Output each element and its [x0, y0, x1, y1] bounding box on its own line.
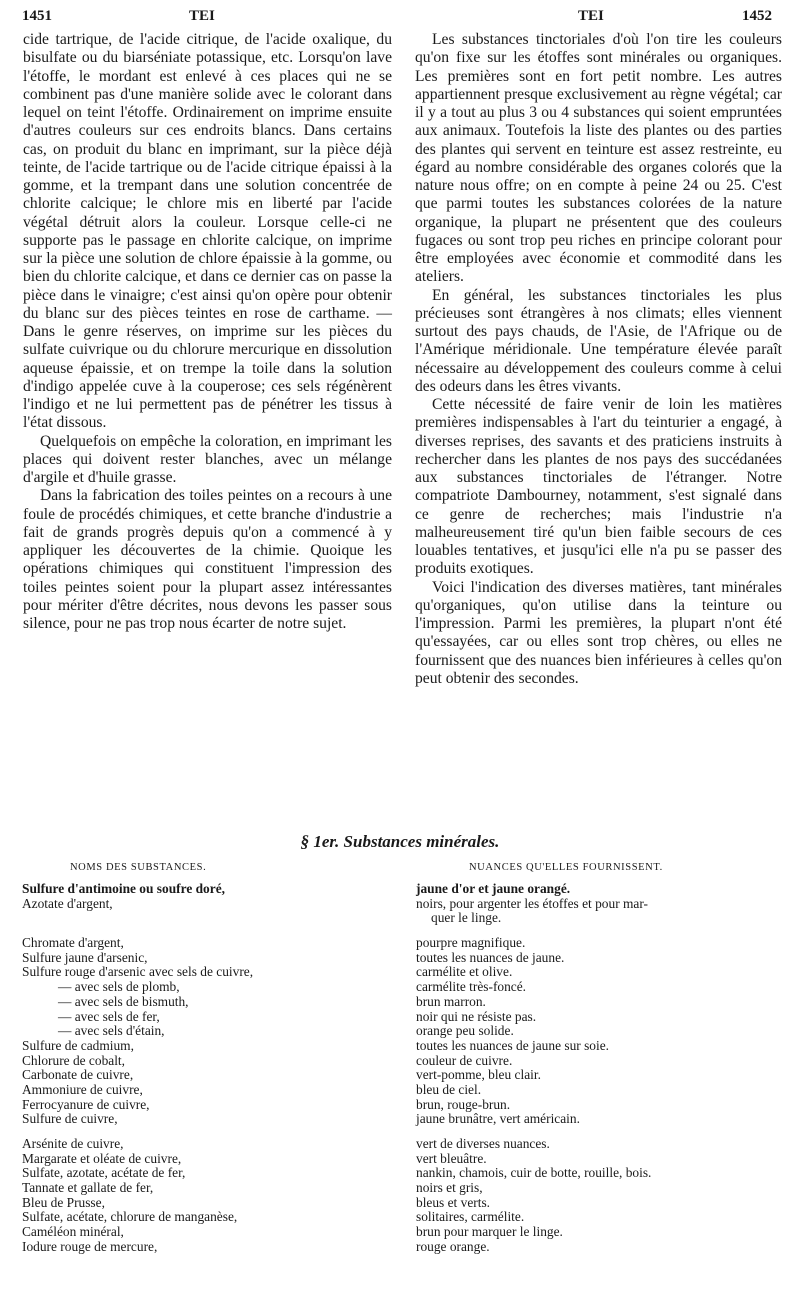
- left-column-number: 1451: [22, 8, 52, 24]
- substance-name: Azotate d'argent,: [22, 895, 113, 911]
- table-row: [0, 1224, 800, 1239]
- nuance-value: jaune brunâtre, vert américain.: [416, 1111, 580, 1127]
- substance-name: Iodure rouge de mercure,: [22, 1238, 158, 1254]
- table-row: [0, 896, 800, 911]
- table-row: [0, 994, 800, 1009]
- nuance-value: bleu de ciel.: [416, 1081, 482, 1097]
- table-row: [0, 979, 800, 994]
- right-column-number: 1452: [742, 8, 772, 24]
- paragraph: Dans la fabrication des toiles peintes on a recours à une foule de procédés chimiques, et cette branche d'industrie a fait de grands progrès depuis qu'on a commencé à y appliquer les découvertes de la chimie. Quoique les opérations chimiques qui constituent l'impression des toiles peintes soient pour la plupart assez intéressantes pour mériter d'être décrites, nous devons les passer sous silence, pour ne pas trop nous écarter de notre sujet.: [23, 487, 392, 632]
- nuance-value: bleus et verts.: [416, 1194, 491, 1210]
- nuance-value: vert-pomme, bleu clair.: [416, 1067, 541, 1083]
- substance-name: Carbonate de cuivre,: [22, 1067, 134, 1083]
- nuance-value: vert bleuâtre.: [416, 1150, 487, 1166]
- substance-name: — avec sels de plomb,: [58, 979, 180, 995]
- table-row: [0, 910, 800, 925]
- nuance-value: noirs, pour argenter les étoffes et pour mar-: [416, 895, 649, 911]
- nuance-value: toutes les nuances de jaune sur soie.: [416, 1037, 609, 1053]
- row-spacer: [0, 925, 800, 935]
- table-row: [0, 1209, 800, 1224]
- table-column-header-nuances: NUANCES QU'ELLES FOURNISSENT.: [469, 862, 663, 873]
- substance-name: Sulfate, azotate, acétate de fer,: [22, 1165, 186, 1181]
- table-row: [0, 1023, 800, 1038]
- left-text-column: [23, 31, 392, 633]
- nuance-value: pourpre magnifique.: [416, 935, 526, 951]
- table-row: [0, 1151, 800, 1166]
- table-row: [0, 1195, 800, 1210]
- table-row: [0, 1239, 800, 1254]
- nuance-value: orange peu solide.: [416, 1023, 514, 1039]
- right-running-title: TEI: [578, 8, 604, 24]
- paragraph: Les substances tinctoriales d'où l'on tire les couleurs qu'on fixe sur les étoffes sont minérales ou organiques. Les premières sont en fort petit nombre. Les autres appartiennent presque exclusivement au règne végétal; car il y a tout au plus 3 ou 4 substances qui soient empruntées aux animaux. Toutefois la liste des plantes ou des parties des plantes qui servent en teinture est assez restreinte, eu égard au nombre considérable des organes colorés que la nature nous offre; on en compte à peine 24 ou 25. C'est que parmi toutes les substances colorées de la nature organique, la plupart ne présentent que des couleurs fugaces ou sont trop peu riches en principe colorant pour être employées avec économie et commodité dans les ateliers.: [415, 31, 782, 286]
- substance-name: Arsénite de cuivre,: [22, 1136, 124, 1151]
- table-row: [0, 881, 800, 896]
- substance-name: Bleu de Prusse,: [22, 1194, 105, 1210]
- nuance-value: couleur de cuivre.: [416, 1052, 513, 1068]
- nuance-value: noirs et gris,: [416, 1180, 483, 1196]
- substance-name: Chromate d'argent,: [22, 935, 124, 951]
- substance-name: Sulfure rouge d'arsenic avec sels de cuivre,: [22, 964, 254, 980]
- table-row: [0, 1082, 800, 1097]
- paragraph: Cette nécessité de faire venir de loin les matières premières indispensables à l'art du teinturier a engagé, à diverses reprises, des savants et des praticiens instruits à rechercher dans les plantes de nos pays des succédanées aux substances tinctoriales de l'étranger. Notre compatriote Dambourney, notamment, s'est signalé dans ce genre de recherches; mais l'industrie n'a malheureusement tiré qu'un bien faible secours de ces louables tentatives, et jusqu'ici elle n'a pu se passer des produits exotiques.: [415, 396, 782, 578]
- substance-name: — avec sels de bismuth,: [58, 993, 189, 1009]
- page-header: [0, 6, 800, 30]
- paragraph: cide tartrique, de l'acide citrique, de l'acide oxalique, du bisulfate ou du biarséniate potassique, etc. Lorsqu'on lave l'étoffe, le mordant est enlevé à ces places qui ne se combinent pas d'une manière solide avec le colorant dans lequel on teint l'étoffe. Ordinairement on imprime ensuite d'autres couleurs sur ces endroits blancs. Dans certains cas, on produit du blanc en imprimant, sur la pièce déjà teinte, de l'acide tartrique ou de l'acide citrique épaissi à la gomme, et la trempant dans une solution concentrée de chlorite calcique; le chlore mis en liberté par l'acide végétal détruit alors la couleur. Lorsque celle-ci ne supporte pas le passage en chlorite calcique, on imprime sur la pièce une solution de chlore épaissie à la gomme, ou bien du chlorite calcique, et dans ce dernier cas on passe la pièce dans le vinaigre; c'est ainsi qu'on opère pour obtenir du blanc sur des pièces teintes en rose de carthame. — Dans le genre réserves, on imprime sur les pièces du sulfate cuivrique ou du chlorure mercurique en dissolution aqueuse épaissie, et on trempe la toile dans la solution d'indigo appelée cuve à la couperose; ces sels régénèrent l'indigo et ne lui permettent pas de pénétrer les tissus à l'état dissous.: [23, 31, 392, 432]
- paragraph: Voici l'indication des diverses matières, tant minérales qu'organiques, qu'on utilise dans la teinture ou l'impression. Parmi les premières, la plupart n'ont été qu'essayées, car ou elles sont trop chères, ou elles ne fournissent que des nuances bien inférieures à celles qu'on peut obtenir des secondes.: [415, 578, 782, 687]
- nuance-value: rouge orange.: [416, 1238, 490, 1254]
- substance-name: Sulfure d'antimoine ou soufre doré,: [22, 881, 225, 896]
- section-heading: § 1er. Substances minérales.: [300, 832, 500, 851]
- nuance-value: brun pour marquer le linge.: [416, 1224, 563, 1240]
- substance-name: Chlorure de cobalt,: [22, 1052, 125, 1068]
- substance-name: — avec sels de fer,: [58, 1008, 160, 1024]
- row-spacer: [0, 1126, 800, 1136]
- right-text-column: [415, 31, 782, 688]
- paragraph: Quelquefois on empêche la coloration, en imprimant les places qui doivent rester blanches, avec un mélange d'argile et d'huile grasse.: [23, 432, 392, 486]
- table-row: [0, 1097, 800, 1112]
- nuance-value: solitaires, carmélite.: [416, 1209, 525, 1225]
- nuance-value: nankin, chamois, cuir de botte, rouille, bois.: [416, 1165, 652, 1181]
- substance-name: Margarate et oléate de cuivre,: [22, 1150, 182, 1166]
- nuance-value: toutes les nuances de jaune.: [416, 949, 565, 965]
- table-rows: [0, 881, 800, 1254]
- table-row: [0, 1009, 800, 1024]
- paragraph: En général, les substances tinctoriales les plus précieuses sont étrangères à nos climats; elles viennent surtout des pays chauds, de l'Asie, de l'Afrique ou de l'Amérique méridionale. Une température élevée paraît nécessaire au développement des couleurs comme à celui des odeurs dans les êtres vivants.: [415, 286, 782, 395]
- substance-name: — avec sels d'étain,: [58, 1023, 165, 1039]
- substance-name: Sulfure de cuivre,: [22, 1111, 118, 1127]
- table-row: [0, 1136, 800, 1151]
- table-row: [0, 950, 800, 965]
- substance-name: Tannate et gallate de fer,: [22, 1180, 154, 1196]
- table-row: [0, 935, 800, 950]
- table-row: [0, 1067, 800, 1082]
- substance-name: Sulfure de cadmium,: [22, 1037, 134, 1053]
- substance-name: Sulfate, acétate, chlorure de manganèse,: [22, 1209, 238, 1225]
- table-row: [0, 1038, 800, 1053]
- table-row: [0, 964, 800, 979]
- nuance-value: carmélite et olive.: [416, 964, 513, 980]
- nuance-value: noir qui ne résiste pas.: [416, 1008, 537, 1024]
- nuance-value: brun marron.: [416, 993, 486, 1009]
- substance-name: Caméléon minéral,: [22, 1224, 124, 1240]
- nuance-value: brun, rouge-brun.: [416, 1096, 511, 1112]
- table-row: [0, 1111, 800, 1126]
- substance-name: Ammoniure de cuivre,: [22, 1081, 143, 1097]
- left-running-title: TEI: [189, 8, 215, 24]
- table-row: [0, 1165, 800, 1180]
- substance-name: Ferrocyanure de cuivre,: [22, 1096, 150, 1112]
- table-row: [0, 1053, 800, 1068]
- nuance-value: quer le linge.: [431, 910, 502, 926]
- substance-name: Sulfure jaune d'arsenic,: [22, 949, 148, 965]
- nuance-value: jaune d'or et jaune orangé.: [416, 881, 571, 896]
- nuance-value: vert de diverses nuances.: [416, 1136, 550, 1151]
- table-column-header-names: NOMS DES SUBSTANCES.: [70, 862, 207, 873]
- table-row: [0, 1180, 800, 1195]
- nuance-value: carmélite très-foncé.: [416, 979, 527, 995]
